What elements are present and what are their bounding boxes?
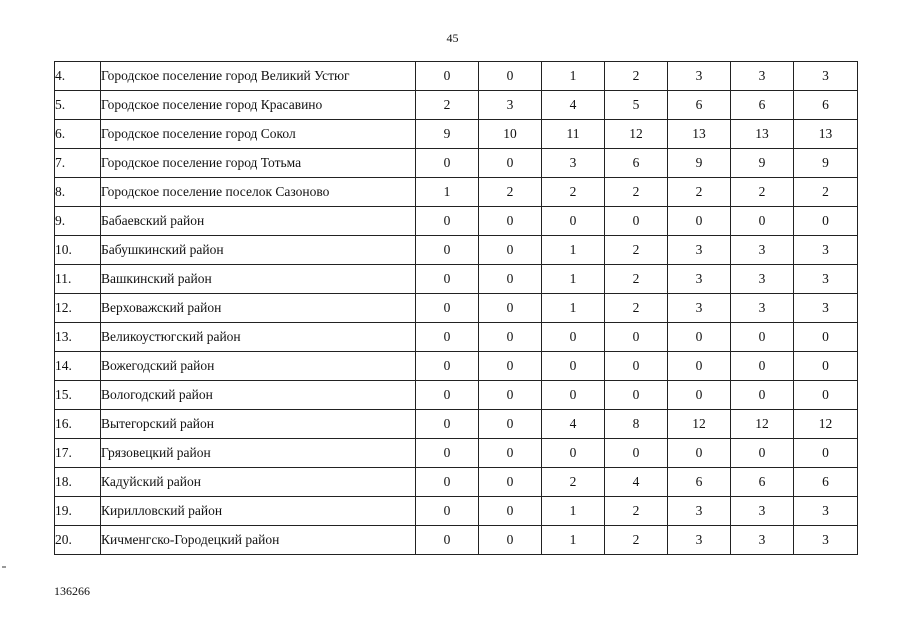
value-cell: 2 xyxy=(542,468,605,497)
value-cell: 1 xyxy=(542,526,605,555)
value-cell: 2 xyxy=(605,236,668,265)
value-cell: 0 xyxy=(416,439,479,468)
table-row xyxy=(55,265,858,294)
municipality-name: Вашкинский район xyxy=(101,265,416,294)
value-cell: 1 xyxy=(542,265,605,294)
value-cell: 3 xyxy=(794,236,858,265)
value-cell: 0 xyxy=(605,381,668,410)
margin-mark xyxy=(2,566,6,568)
data-table xyxy=(54,61,858,555)
value-cell: 0 xyxy=(479,294,542,323)
municipality-name: Бабушкинский район xyxy=(101,236,416,265)
value-cell: 0 xyxy=(731,381,794,410)
table-row xyxy=(55,120,858,149)
table-row xyxy=(55,468,858,497)
value-cell: 3 xyxy=(794,294,858,323)
value-cell: 0 xyxy=(605,323,668,352)
table-row xyxy=(55,410,858,439)
value-cell: 0 xyxy=(605,352,668,381)
value-cell: 0 xyxy=(668,207,731,236)
row-number: 18. xyxy=(55,468,101,497)
value-cell: 3 xyxy=(731,497,794,526)
value-cell: 0 xyxy=(668,381,731,410)
table-row xyxy=(55,62,858,91)
value-cell: 0 xyxy=(794,323,858,352)
value-cell: 0 xyxy=(416,236,479,265)
value-cell: 3 xyxy=(794,497,858,526)
value-cell: 6 xyxy=(668,468,731,497)
value-cell: 6 xyxy=(794,468,858,497)
value-cell: 12 xyxy=(605,120,668,149)
row-number: 12. xyxy=(55,294,101,323)
table-row xyxy=(55,352,858,381)
value-cell: 0 xyxy=(542,439,605,468)
value-cell: 12 xyxy=(668,410,731,439)
value-cell: 0 xyxy=(416,410,479,439)
municipality-name: Кирилловский район xyxy=(101,497,416,526)
value-cell: 13 xyxy=(668,120,731,149)
row-number: 10. xyxy=(55,236,101,265)
value-cell: 0 xyxy=(479,439,542,468)
value-cell: 3 xyxy=(731,526,794,555)
value-cell: 3 xyxy=(668,497,731,526)
value-cell: 0 xyxy=(731,352,794,381)
table-row xyxy=(55,207,858,236)
row-number: 16. xyxy=(55,410,101,439)
value-cell: 0 xyxy=(479,352,542,381)
value-cell: 2 xyxy=(605,294,668,323)
value-cell: 6 xyxy=(794,91,858,120)
value-cell: 6 xyxy=(731,468,794,497)
value-cell: 0 xyxy=(794,352,858,381)
value-cell: 0 xyxy=(479,62,542,91)
value-cell: 9 xyxy=(731,149,794,178)
row-number: 6. xyxy=(55,120,101,149)
value-cell: 3 xyxy=(731,294,794,323)
table-row xyxy=(55,149,858,178)
value-cell: 4 xyxy=(542,410,605,439)
value-cell: 2 xyxy=(605,526,668,555)
table-row xyxy=(55,439,858,468)
value-cell: 0 xyxy=(794,207,858,236)
value-cell: 2 xyxy=(416,91,479,120)
value-cell: 6 xyxy=(605,149,668,178)
value-cell: 9 xyxy=(416,120,479,149)
value-cell: 9 xyxy=(668,149,731,178)
value-cell: 2 xyxy=(605,265,668,294)
table-row xyxy=(55,381,858,410)
value-cell: 2 xyxy=(542,178,605,207)
value-cell: 0 xyxy=(668,439,731,468)
value-cell: 4 xyxy=(542,91,605,120)
document-code: 136266 xyxy=(54,584,90,598)
value-cell: 0 xyxy=(416,526,479,555)
value-cell: 3 xyxy=(668,294,731,323)
row-number: 9. xyxy=(55,207,101,236)
value-cell: 0 xyxy=(794,439,858,468)
table-row xyxy=(55,178,858,207)
value-cell: 2 xyxy=(794,178,858,207)
value-cell: 0 xyxy=(416,62,479,91)
value-cell: 1 xyxy=(542,62,605,91)
value-cell: 0 xyxy=(794,381,858,410)
value-cell: 3 xyxy=(731,62,794,91)
value-cell: 2 xyxy=(605,178,668,207)
value-cell: 0 xyxy=(416,294,479,323)
table-body xyxy=(55,62,858,555)
municipality-name: Грязовецкий район xyxy=(101,439,416,468)
table-row xyxy=(55,323,858,352)
value-cell: 6 xyxy=(731,91,794,120)
value-cell: 0 xyxy=(605,439,668,468)
value-cell: 2 xyxy=(605,497,668,526)
value-cell: 1 xyxy=(542,236,605,265)
value-cell: 3 xyxy=(794,526,858,555)
value-cell: 3 xyxy=(668,526,731,555)
value-cell: 6 xyxy=(668,91,731,120)
value-cell: 0 xyxy=(542,323,605,352)
row-number: 13. xyxy=(55,323,101,352)
value-cell: 0 xyxy=(668,323,731,352)
value-cell: 3 xyxy=(731,265,794,294)
value-cell: 0 xyxy=(668,352,731,381)
value-cell: 2 xyxy=(479,178,542,207)
value-cell: 0 xyxy=(479,236,542,265)
row-number: 19. xyxy=(55,497,101,526)
table-row xyxy=(55,497,858,526)
row-number: 20. xyxy=(55,526,101,555)
value-cell: 11 xyxy=(542,120,605,149)
value-cell: 0 xyxy=(479,149,542,178)
table-row xyxy=(55,91,858,120)
table-row xyxy=(55,236,858,265)
municipality-name: Городское поселение поселок Сазоново xyxy=(101,178,416,207)
municipality-name: Вытегорский район xyxy=(101,410,416,439)
row-number: 7. xyxy=(55,149,101,178)
value-cell: 13 xyxy=(794,120,858,149)
value-cell: 5 xyxy=(605,91,668,120)
value-cell: 0 xyxy=(605,207,668,236)
value-cell: 2 xyxy=(605,62,668,91)
municipality-name: Городское поселение город Сокол xyxy=(101,120,416,149)
value-cell: 0 xyxy=(416,497,479,526)
value-cell: 3 xyxy=(668,265,731,294)
value-cell: 3 xyxy=(479,91,542,120)
value-cell: 0 xyxy=(731,439,794,468)
value-cell: 0 xyxy=(731,323,794,352)
row-number: 11. xyxy=(55,265,101,294)
table-row xyxy=(55,526,858,555)
value-cell: 0 xyxy=(479,410,542,439)
value-cell: 3 xyxy=(542,149,605,178)
municipality-name: Кадуйский район xyxy=(101,468,416,497)
value-cell: 0 xyxy=(479,497,542,526)
value-cell: 0 xyxy=(416,207,479,236)
value-cell: 3 xyxy=(731,236,794,265)
value-cell: 0 xyxy=(542,381,605,410)
value-cell: 0 xyxy=(416,381,479,410)
value-cell: 0 xyxy=(479,265,542,294)
value-cell: 0 xyxy=(416,265,479,294)
value-cell: 0 xyxy=(542,207,605,236)
value-cell: 0 xyxy=(479,526,542,555)
value-cell: 0 xyxy=(416,468,479,497)
row-number: 17. xyxy=(55,439,101,468)
value-cell: 3 xyxy=(668,236,731,265)
row-number: 4. xyxy=(55,62,101,91)
value-cell: 0 xyxy=(542,352,605,381)
value-cell: 12 xyxy=(731,410,794,439)
value-cell: 9 xyxy=(794,149,858,178)
page-number: 45 xyxy=(446,31,459,45)
municipality-name: Вологодский район xyxy=(101,381,416,410)
municipality-name: Городское поселение город Тотьма xyxy=(101,149,416,178)
row-number: 5. xyxy=(55,91,101,120)
value-cell: 0 xyxy=(416,352,479,381)
municipality-name: Верховажский район xyxy=(101,294,416,323)
row-number: 14. xyxy=(55,352,101,381)
value-cell: 0 xyxy=(479,207,542,236)
municipality-name: Вожегодский район xyxy=(101,352,416,381)
table-row xyxy=(55,294,858,323)
value-cell: 3 xyxy=(794,265,858,294)
value-cell: 10 xyxy=(479,120,542,149)
value-cell: 1 xyxy=(416,178,479,207)
value-cell: 0 xyxy=(416,149,479,178)
value-cell: 0 xyxy=(731,207,794,236)
value-cell: 0 xyxy=(479,323,542,352)
value-cell: 4 xyxy=(605,468,668,497)
value-cell: 3 xyxy=(668,62,731,91)
value-cell: 1 xyxy=(542,497,605,526)
value-cell: 0 xyxy=(416,323,479,352)
value-cell: 3 xyxy=(794,62,858,91)
value-cell: 12 xyxy=(794,410,858,439)
value-cell: 2 xyxy=(668,178,731,207)
row-number: 15. xyxy=(55,381,101,410)
value-cell: 2 xyxy=(731,178,794,207)
municipality-name: Бабаевский район xyxy=(101,207,416,236)
value-cell: 1 xyxy=(542,294,605,323)
municipality-name: Кичменгско-Городецкий район xyxy=(101,526,416,555)
municipality-name: Городское поселение город Красавино xyxy=(101,91,416,120)
value-cell: 0 xyxy=(479,468,542,497)
value-cell: 13 xyxy=(731,120,794,149)
row-number: 8. xyxy=(55,178,101,207)
value-cell: 8 xyxy=(605,410,668,439)
municipality-name: Великоустюгский район xyxy=(101,323,416,352)
municipality-name: Городское поселение город Великий Устюг xyxy=(101,62,416,91)
value-cell: 0 xyxy=(479,381,542,410)
